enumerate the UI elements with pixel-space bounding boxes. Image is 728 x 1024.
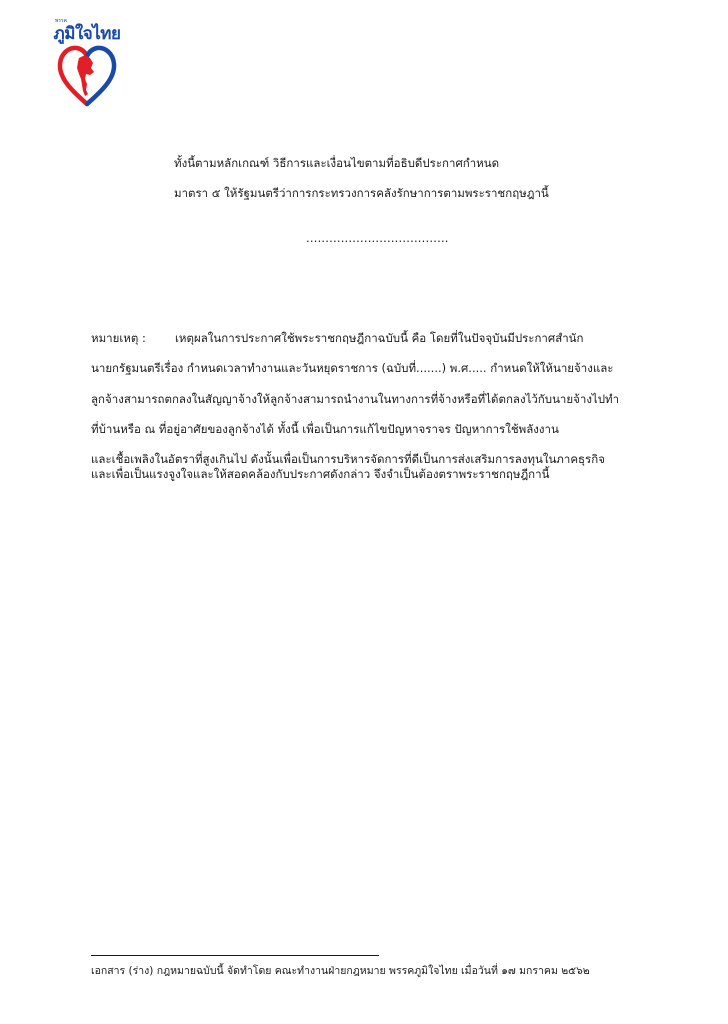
note-label: หมายเหตุ : — [91, 331, 146, 345]
party-logo — [52, 20, 122, 112]
note-line: และเชื้อเพลิงในอัตราที่สูงเกินไป ดังนั้นเพื่อเป็นการบริหารจัดการที่ดีเป็นการส่งเสริมการลงทุนในภาคธุรกิจ — [91, 452, 605, 466]
heart-thailand-icon — [57, 44, 117, 108]
note-line: ลูกจ้างสามารถตกลงในสัญญาจ้างให้ลูกจ้างสามารถนำงานในทางการที่จ้างหรือที่ได้ตกลงไว้กับนายจ้างไปทำ — [91, 392, 620, 406]
closing-line-2: มาตรา ๕ ให้รัฐมนตรีว่าการกระทรวงการคลังรักษาการตามพระราชกฤษฎานี้ — [174, 186, 549, 200]
signature-dots: ..................................... — [306, 231, 449, 245]
closing-line-1: ทั้งนี้ตามหลักเกณฑ์ วิธีการและเงื่อนไขตามที่อธิบดีประกาศกำหนด — [174, 156, 500, 170]
footnote-text: เอกสาร (ร่าง) กฎหมายฉบับนี้ จัดทำโดย คณะทำงานฝ่ายกฎหมาย พรรคภูมิใจไทย เมื่อวันที่ ๑๗ มกราคม ๒๕๖๒ — [91, 965, 590, 977]
note-line: และเพื่อเป็นแรงจูงใจและให้สอดคล้องกับประกาศดังกล่าว จึงจำเป็นต้องตราพระราชกฤษฎีกานี้ — [91, 467, 550, 481]
note-line: เหตุผลในการประกาศใช้พระราชกฤษฎีกาฉบับนี้ คือ โดยที่ในปัจจุบันมีประกาศสำนัก — [175, 331, 584, 345]
note-line: นายกรัฐมนตรีเรื่อง กำหนดเวลาทำงานและวันหยุดราชการ (ฉบับที่.......) พ.ศ..... กำหนดให้ให้นายจ้างและ — [91, 361, 614, 375]
note-line: ที่บ้านหรือ ณ ที่อยู่อาศัยของลูกจ้างได้ ทั้งนี้ เพื่อเป็นการแก้ไขปัญหาจราจร ปัญหาการใช้พลังงาน — [91, 422, 559, 436]
logo-small-text: พรรค — [55, 18, 68, 24]
footnote-divider — [91, 955, 379, 956]
logo-wordmark: ภูมิใจไทย — [53, 24, 121, 44]
